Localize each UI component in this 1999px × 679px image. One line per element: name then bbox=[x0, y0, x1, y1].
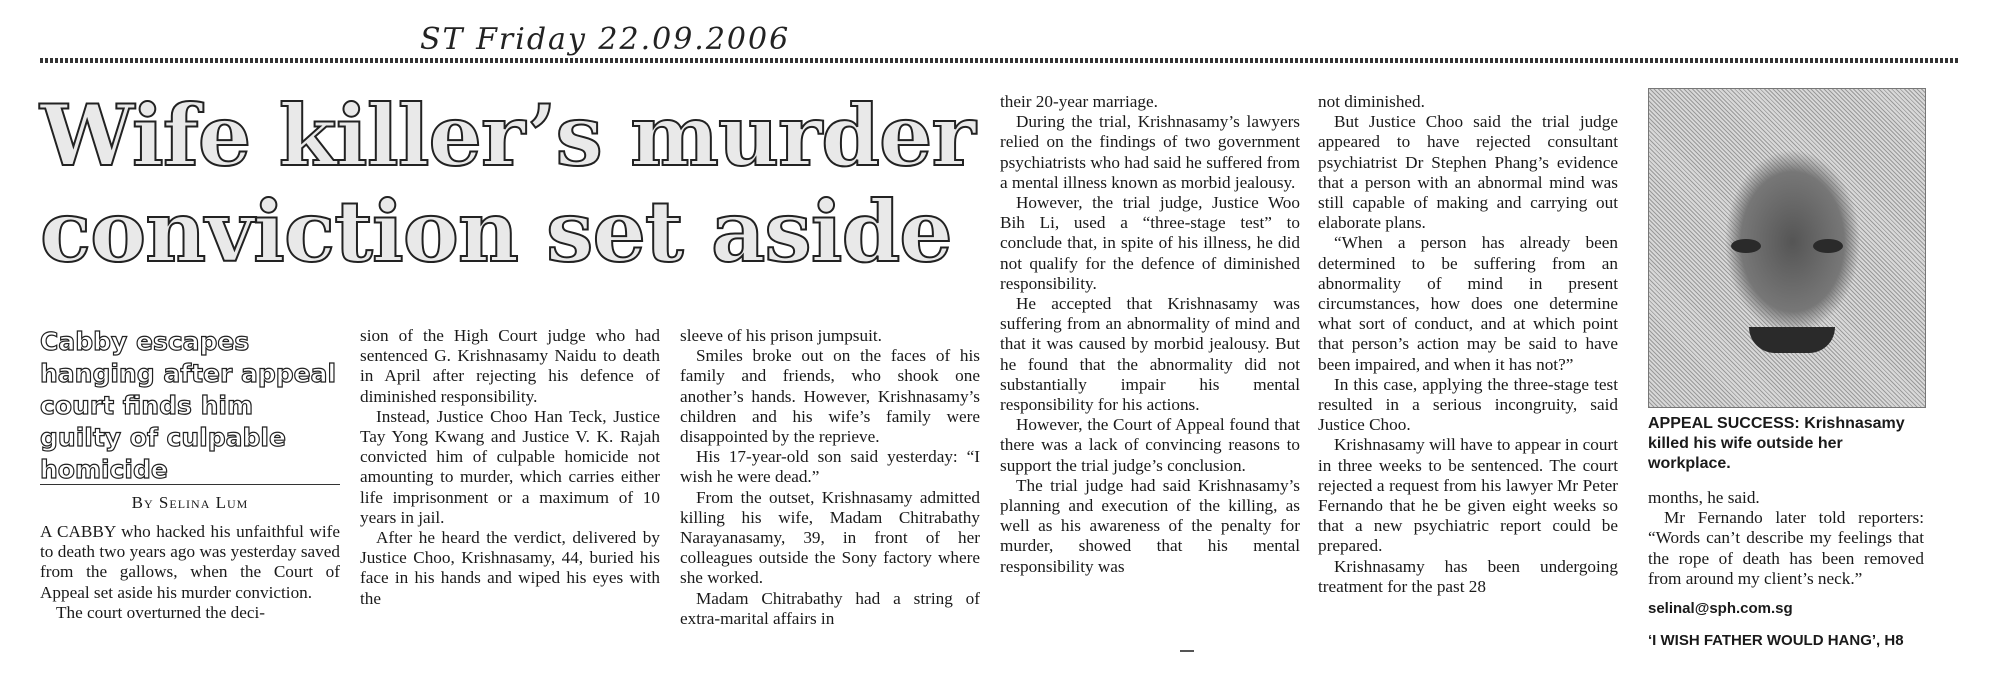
headline: Wife killer’s murder conviction set aside bbox=[40, 86, 975, 281]
masthead-rule bbox=[40, 58, 1960, 63]
paragraph: Smiles broke out on the faces of his family and friends, who shook one another’s hands. However, Krishnasamy’s children and his wife’s family were disappointed by the reprieve. bbox=[680, 346, 980, 447]
refer-line: ‘I WISH FATHER WOULD HANG’, H8 bbox=[1648, 632, 1904, 650]
paragraph: However, the trial judge, Justice Woo Bih Li, used a “three-stage test” to conclude that, in spite of his illness, he did not qualify for the defence of diminished responsibility. bbox=[1000, 193, 1300, 293]
photo-eye bbox=[1813, 239, 1843, 253]
paragraph: In this case, applying the three-stage test resulted in a serious incongruity, said Justice Choo. bbox=[1318, 374, 1618, 435]
paragraph: sleeve of his prison jumpsuit. bbox=[680, 326, 882, 345]
paragraph: not diminished. bbox=[1318, 92, 1425, 111]
photo-eye bbox=[1731, 239, 1761, 253]
article-column-5 bbox=[1318, 92, 1618, 597]
article-column-2 bbox=[360, 326, 660, 609]
paragraph: Krishnasamy has been undergoing treatment for the past 28 bbox=[1318, 556, 1618, 596]
paragraph: Mr Fernando later told reporters: “Words can’t describe my feelings that the rope of death has been removed from around my client’s neck.” bbox=[1648, 508, 1924, 588]
paragraph: A CABBY who hacked his unfaithful wife to death two years ago was yesterday saved from the gallows, when the Court of Appeal set aside his murder conviction. bbox=[40, 522, 340, 602]
caption-text: Krishnasamy killed his wife outside her workplace. bbox=[1648, 415, 1905, 472]
fold-mark bbox=[1180, 650, 1194, 652]
article-column-3 bbox=[680, 326, 980, 629]
article-column-4 bbox=[1000, 92, 1300, 577]
article-column-1 bbox=[40, 522, 340, 623]
paragraph: The trial judge had said Krishnasamy’s planning and execution of the killing, as well as his awareness of the penalty for murder, showed that his mental responsibility was bbox=[1000, 475, 1300, 576]
article-column-6 bbox=[1648, 488, 1924, 651]
photo-mouth bbox=[1749, 327, 1835, 353]
paragraph: From the outset, Krishnasamy admitted killing his wife, Madam Chitrabathy Narayanasamy, 39, in front of her colleagues outside the Sony factory where she worked. bbox=[680, 487, 980, 588]
paragraph: But Justice Choo said the trial judge appeared to have rejected consultant psychiatrist Dr Stephen Phang’s evidence that a person with an abnormal mind was still capable of making and carrying out elaborate plans. bbox=[1318, 112, 1618, 233]
handwritten-date: ST Friday 22.09.2006 bbox=[420, 22, 791, 57]
paragraph: During the trial, Krishnasamy’s lawyers relied on the findings of two government psychiatrists who had said he suffered from a mental illness known as morbid jealousy. bbox=[1000, 112, 1300, 192]
caption-lead: APPEAL SUCCESS: bbox=[1648, 415, 1800, 432]
paragraph: He accepted that Krishnasamy was suffering from an abnormality of mind and that it was caused by morbid jealousy. But he found that the abnormality did not substantially impair his mental responsibility for his actions. bbox=[1000, 294, 1300, 415]
photo-caption bbox=[1648, 414, 1924, 474]
paragraph: After he heard the verdict, delivered by Justice Choo, Krishnasamy, 44, buried his face in his hands and wiped his eyes with the bbox=[360, 528, 660, 608]
paragraph: sion of the High Court judge who had sentenced G. Krishnasamy Naidu to death in April after rejecting his defence of diminished responsibility. bbox=[360, 326, 660, 406]
paragraph: His 17-year-old son said yesterday: “I wish he were dead.” bbox=[680, 447, 980, 487]
author-email: selinal@sph.com.sg bbox=[1648, 600, 1793, 618]
paragraph: their 20-year marriage. bbox=[1000, 92, 1158, 111]
paragraph: The court overturned the deci- bbox=[56, 602, 266, 622]
paragraph: However, the Court of Appeal found that there was a lack of convincing reasons to support the trial judge’s conclusion. bbox=[1000, 415, 1300, 475]
paragraph: Instead, Justice Choo Han Teck, Justice Tay Yong Kwang and Justice V. K. Rajah convicted him of culpable homicide not amounting to murder, which carries either life imprisonment or a maximum of 10 years in jail. bbox=[360, 406, 660, 527]
portrait-photo bbox=[1648, 88, 1926, 408]
paragraph: months, he said. bbox=[1648, 488, 1760, 507]
paragraph: Madam Chitrabathy had a string of extra-marital affairs in bbox=[680, 588, 980, 628]
byline: By Selina Lum bbox=[40, 484, 340, 513]
deck: Cabby escapes hanging after appeal court finds him guilty of culpable homicide bbox=[40, 327, 337, 484]
paragraph: “When a person has already been determined to be suffering from an abnormality of mind in present circumstances, how does one determine what sort of conduct, and at which point that person’s action may be said to have been impaired, and when it has not?” bbox=[1318, 233, 1618, 374]
paragraph: Krishnasamy will have to appear in court in three weeks to be sentenced. The court rejected a request from his lawyer Mr Peter Fernando that he be given eight weeks so that a new psychiatric report could be prepared. bbox=[1318, 435, 1618, 556]
